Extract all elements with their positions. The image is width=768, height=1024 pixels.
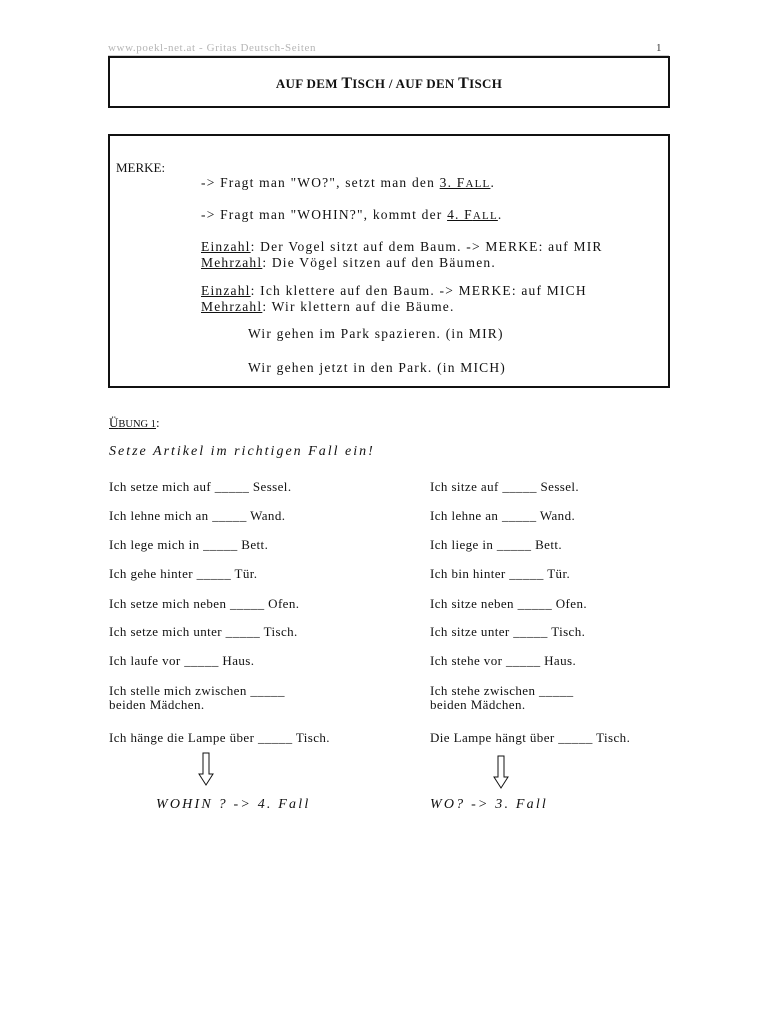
exercise-right-item: Ich stehe zwischen _____ xyxy=(430,683,574,698)
example-einzahl-1 xyxy=(201,239,603,255)
example-text: : Der Vogel sitzt auf dem Baum. -> MERKE: auf MIR xyxy=(250,239,603,254)
exercise-right-item: Ich bin hinter _____ Tür. xyxy=(430,566,571,581)
rule-wo xyxy=(201,175,495,191)
sentence-park-1: Wir gehen im Park spazieren. (in MIR) xyxy=(248,326,504,341)
example-text: : Ich klettere auf den Baum. -> MERKE: auf MICH xyxy=(250,283,587,298)
exercise-title-rest: BUNG 1 xyxy=(118,419,157,430)
title-part: T xyxy=(458,75,470,92)
exercise-left-item: Ich gehe hinter _____ Tür. xyxy=(109,566,258,581)
exercise-title xyxy=(109,415,160,431)
exercise-left-item: Ich setze mich neben _____ Ofen. xyxy=(109,596,300,611)
example-text: : Wir klettern auf die Bäume. xyxy=(262,299,455,314)
page-number: 1 xyxy=(656,42,662,54)
exercise-right-item: Ich sitze unter _____ Tisch. xyxy=(430,624,586,639)
exercise-right-item: Ich lehne an _____ Wand. xyxy=(430,508,576,523)
exercise-right-item: Ich stehe vor _____ Haus. xyxy=(430,653,577,668)
example-label: Einzahl xyxy=(201,239,251,254)
rule-text: -> Fragt man "WO?", setzt man den xyxy=(201,175,440,190)
rule-end: . xyxy=(497,207,503,222)
title-part: AUF DEM xyxy=(275,76,342,91)
exercise-left-item: Ich setze mich unter _____ Tisch. xyxy=(109,624,298,639)
example-label: Einzahl xyxy=(201,283,251,298)
exercise-left-item: Ich lehne mich an _____ Wand. xyxy=(109,508,286,523)
exercise-right-item: Ich sitze neben _____ Ofen. xyxy=(430,596,587,611)
merke-label: MERKE: xyxy=(116,160,166,175)
example-label: Mehrzahl xyxy=(201,255,263,270)
rule-case xyxy=(440,175,491,190)
exercise-left-item: Ich stelle mich zwischen _____ xyxy=(109,683,285,698)
rule-text: -> Fragt man "WOHIN?", kommt der xyxy=(201,207,448,222)
sentence-park-2: Wir gehen jetzt in den Park. (in MICH) xyxy=(248,360,507,375)
rule-wohin xyxy=(201,207,502,223)
rule-case-smallcaps: ALL xyxy=(472,210,498,222)
page-title xyxy=(110,75,668,93)
title-box xyxy=(108,56,670,108)
exercise-right-item: Die Lampe hängt über _____ Tisch. xyxy=(430,730,631,745)
exercise-right-item: Ich sitze auf _____ Sessel. xyxy=(430,479,580,494)
exercise-left-item: Ich setze mich auf _____ Sessel. xyxy=(109,479,292,494)
title-part: ISCH xyxy=(469,76,503,91)
example-einzahl-2 xyxy=(201,283,587,299)
rule-case-text: 4. F xyxy=(447,207,473,222)
exercise-right-item: Ich liege in _____ Bett. xyxy=(430,537,562,552)
down-arrow-icon xyxy=(198,752,214,786)
example-mehrzahl-1 xyxy=(201,255,496,271)
merke-box xyxy=(108,134,670,388)
example-mehrzahl-2 xyxy=(201,299,455,315)
exercise-left-item: Ich lege mich in _____ Bett. xyxy=(109,537,269,552)
rule-case-text: 3. F xyxy=(439,175,466,190)
example-text: : Die Vögel sitzen auf den Bäumen. xyxy=(262,255,496,270)
wohin-case-label: WOHIN ? -> 4. Fall xyxy=(156,797,311,812)
title-part: T xyxy=(341,75,353,92)
page-header-source: www.poekl-net.at - Gritas Deutsch-Seiten xyxy=(108,42,317,54)
exercise-left-item: beiden Mädchen. xyxy=(109,697,205,712)
exercise-instruction: Setze Artikel im richtigen Fall ein! xyxy=(109,444,375,459)
exercise-right-item: beiden Mädchen. xyxy=(430,697,526,712)
exercise-left-item: Ich hänge die Lampe über _____ Tisch. xyxy=(109,730,330,745)
wo-case-label: WO? -> 3. Fall xyxy=(430,797,549,812)
rule-end: . xyxy=(490,175,496,190)
title-part: ISCH / AUF DEN xyxy=(352,76,459,91)
exercise-title-initial: Ü xyxy=(109,415,119,430)
down-arrow-icon xyxy=(493,755,509,789)
rule-case-smallcaps: ALL xyxy=(465,178,491,190)
exercise-left-item: Ich laufe vor _____ Haus. xyxy=(109,653,255,668)
exercise-title-colon: : xyxy=(156,415,160,430)
rule-case xyxy=(447,207,498,222)
example-label: Mehrzahl xyxy=(201,299,263,314)
